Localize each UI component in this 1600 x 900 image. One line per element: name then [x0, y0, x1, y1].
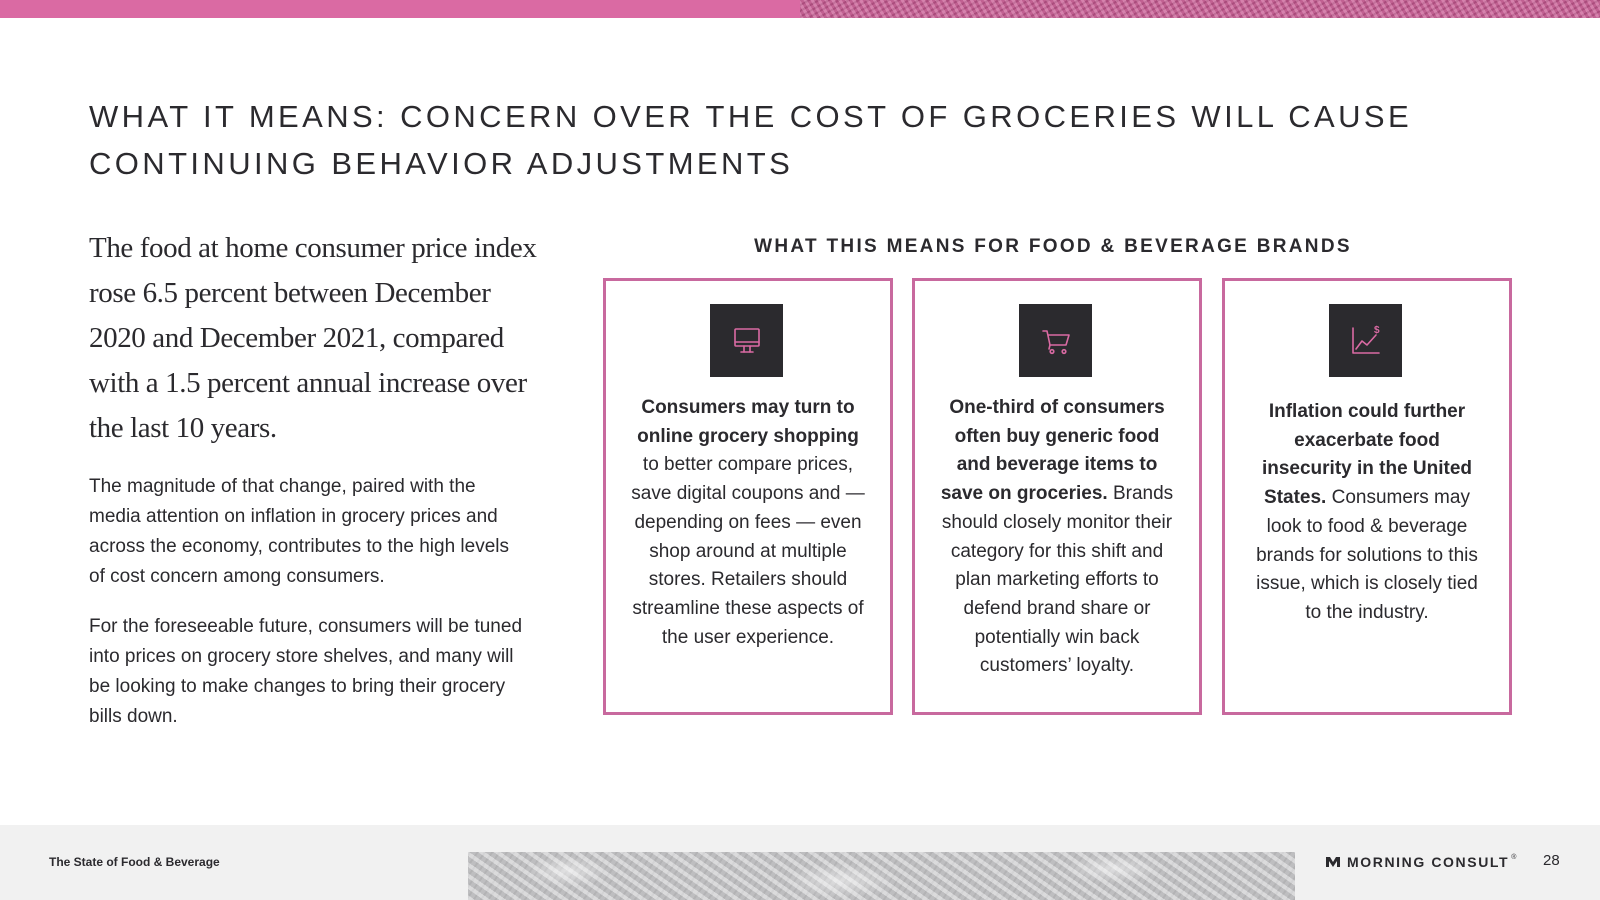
- body-paragraph-1: The magnitude of that change, paired with the media attention on inflation in grocery prices and across the economy, contributes to the high levels of cost concern among consumers.: [89, 476, 509, 587]
- top-accent-bar: [0, 0, 1600, 18]
- chart-dollar-icon: [1329, 304, 1402, 377]
- footer: [0, 825, 1600, 900]
- logo-mark-icon: [1325, 855, 1341, 869]
- footer-texture: [468, 852, 1295, 900]
- report-name: The State of Food & Beverage: [49, 855, 220, 869]
- card-bold-text: One-third of consumers often buy generic food and beverage items to save on groceries.: [940, 397, 1165, 505]
- card-body-text: Brands should closely monitor their category for this shift and plan marketing efforts to defend brand share or potentially win back customers’ loyalty.: [941, 483, 1174, 677]
- insight-card-online-shopping: [603, 278, 893, 715]
- insight-card-generic-items: [912, 278, 1202, 715]
- computer-monitor-icon: [710, 304, 783, 377]
- trademark-mark: ®: [1511, 853, 1517, 861]
- card-text: [937, 394, 1177, 681]
- card-body-text: Consumers may look to food & beverage brands for solutions to this issue, which is closely tied to the industry.: [1256, 487, 1478, 623]
- lead-statement: The food at home consumer price index rose 6.5 percent between December 2020 and December 2021, compared with a 1.5 percent annual increase over the last 10 years.: [89, 232, 537, 444]
- page-number: 28: [1543, 852, 1560, 869]
- top-bar-texture: [800, 0, 1600, 18]
- insight-card-food-insecurity: [1222, 278, 1512, 715]
- section-heading: WHAT THIS MEANS FOR FOOD & BEVERAGE BRANDS: [754, 236, 1352, 257]
- brand-name: MORNING CONSULT: [1347, 854, 1510, 870]
- card-text: [1247, 398, 1487, 628]
- shopping-cart-icon: [1019, 304, 1092, 377]
- card-bold-text: Consumers may turn to online grocery shopping: [637, 397, 859, 447]
- card-text: [628, 394, 868, 652]
- page-title: WHAT IT MEANS: CONCERN OVER THE COST OF GROCERIES WILL CAUSE CONTINUING BEHAVIOR ADJUSTMENTS: [89, 99, 1413, 181]
- morning-consult-logo: [1325, 854, 1516, 870]
- body-paragraph-2: For the foreseeable future, consumers will be tuned into prices on grocery store shelves, and many will be looking to make changes to bring their grocery bills down.: [89, 616, 523, 727]
- svg-text:$: $: [1373, 324, 1380, 336]
- card-bold-text: Inflation could further exacerbate food insecurity in the United States.: [1261, 401, 1473, 509]
- card-body-text: to better compare prices, save digital coupons and — depending on fees — even shop around at multiple stores. Retailers should streamline these aspects of the user experience.: [631, 454, 865, 648]
